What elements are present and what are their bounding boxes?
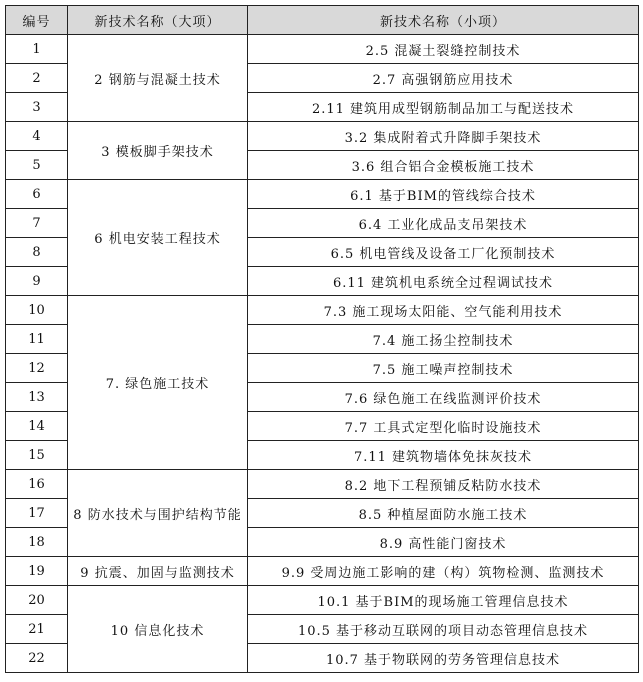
table-row [6, 557, 639, 586]
table-body [6, 35, 639, 673]
item-cell: 7.11 建筑物墙体免抹灰技术 [248, 441, 639, 470]
item-cell: 7.4 施工扬尘控制技术 [248, 325, 639, 354]
category-cell: 2 钢筋与混凝土技术 [68, 35, 248, 122]
item-cell: 8.2 地下工程预铺反粘防水技术 [248, 470, 639, 499]
item-cell: 7.6 绿色施工在线监测评价技术 [248, 383, 639, 412]
item-cell: 7.3 施工现场太阳能、空气能利用技术 [248, 296, 639, 325]
row-number: 13 [6, 383, 68, 412]
row-number: 11 [6, 325, 68, 354]
header-row [6, 6, 639, 35]
row-number: 9 [6, 267, 68, 296]
category-cell: 6 机电安装工程技术 [68, 180, 248, 296]
row-number: 21 [6, 615, 68, 644]
column-header-number: 编号 [6, 6, 68, 35]
row-number: 14 [6, 412, 68, 441]
item-cell: 10.7 基于物联网的劳务管理信息技术 [248, 644, 639, 673]
category-cell: 8 防水技术与围护结构节能 [68, 470, 248, 557]
row-number: 12 [6, 354, 68, 383]
item-cell: 7.5 施工噪声控制技术 [248, 354, 639, 383]
item-cell: 8.9 高性能门窗技术 [248, 528, 639, 557]
row-number: 19 [6, 557, 68, 586]
item-cell: 6.11 建筑机电系统全过程调试技术 [248, 267, 639, 296]
row-number: 17 [6, 499, 68, 528]
category-cell: 10 信息化技术 [68, 586, 248, 673]
item-cell: 8.5 种植屋面防水施工技术 [248, 499, 639, 528]
row-number: 7 [6, 209, 68, 238]
table-row [6, 122, 639, 151]
table-row [6, 296, 639, 325]
table-header [6, 6, 639, 35]
item-cell: 6.1 基于BIM的管线综合技术 [248, 180, 639, 209]
new-technology-table [5, 5, 639, 673]
category-cell: 3 模板脚手架技术 [68, 122, 248, 180]
table-row [6, 470, 639, 499]
category-cell: 9 抗震、加固与监测技术 [68, 557, 248, 586]
item-cell: 6.5 机电管线及设备工厂化预制技术 [248, 238, 639, 267]
item-cell: 10.5 基于移动互联网的项目动态管理信息技术 [248, 615, 639, 644]
item-cell: 3.6 组合铝合金模板施工技术 [248, 151, 639, 180]
item-cell: 2.7 高强钢筋应用技术 [248, 64, 639, 93]
column-header-category: 新技术名称（大项） [68, 6, 248, 35]
item-cell: 10.1 基于BIM的现场施工管理信息技术 [248, 586, 639, 615]
item-cell: 7.7 工具式定型化临时设施技术 [248, 412, 639, 441]
row-number: 1 [6, 35, 68, 64]
item-cell: 2.11 建筑用成型钢筋制品加工与配送技术 [248, 93, 639, 122]
table-row [6, 180, 639, 209]
row-number: 8 [6, 238, 68, 267]
item-cell: 2.5 混凝土裂缝控制技术 [248, 35, 639, 64]
document-page [5, 5, 639, 673]
row-number: 15 [6, 441, 68, 470]
column-header-item: 新技术名称（小项） [248, 6, 639, 35]
row-number: 22 [6, 644, 68, 673]
row-number: 10 [6, 296, 68, 325]
table-row [6, 586, 639, 615]
item-cell: 9.9 受周边施工影响的建（构）筑物检测、监测技术 [248, 557, 639, 586]
row-number: 4 [6, 122, 68, 151]
item-cell: 3.2 集成附着式升降脚手架技术 [248, 122, 639, 151]
category-cell: 7. 绿色施工技术 [68, 296, 248, 470]
row-number: 20 [6, 586, 68, 615]
row-number: 18 [6, 528, 68, 557]
row-number: 6 [6, 180, 68, 209]
item-cell: 6.4 工业化成品支吊架技术 [248, 209, 639, 238]
row-number: 16 [6, 470, 68, 499]
row-number: 3 [6, 93, 68, 122]
row-number: 2 [6, 64, 68, 93]
row-number: 5 [6, 151, 68, 180]
table-row [6, 35, 639, 64]
